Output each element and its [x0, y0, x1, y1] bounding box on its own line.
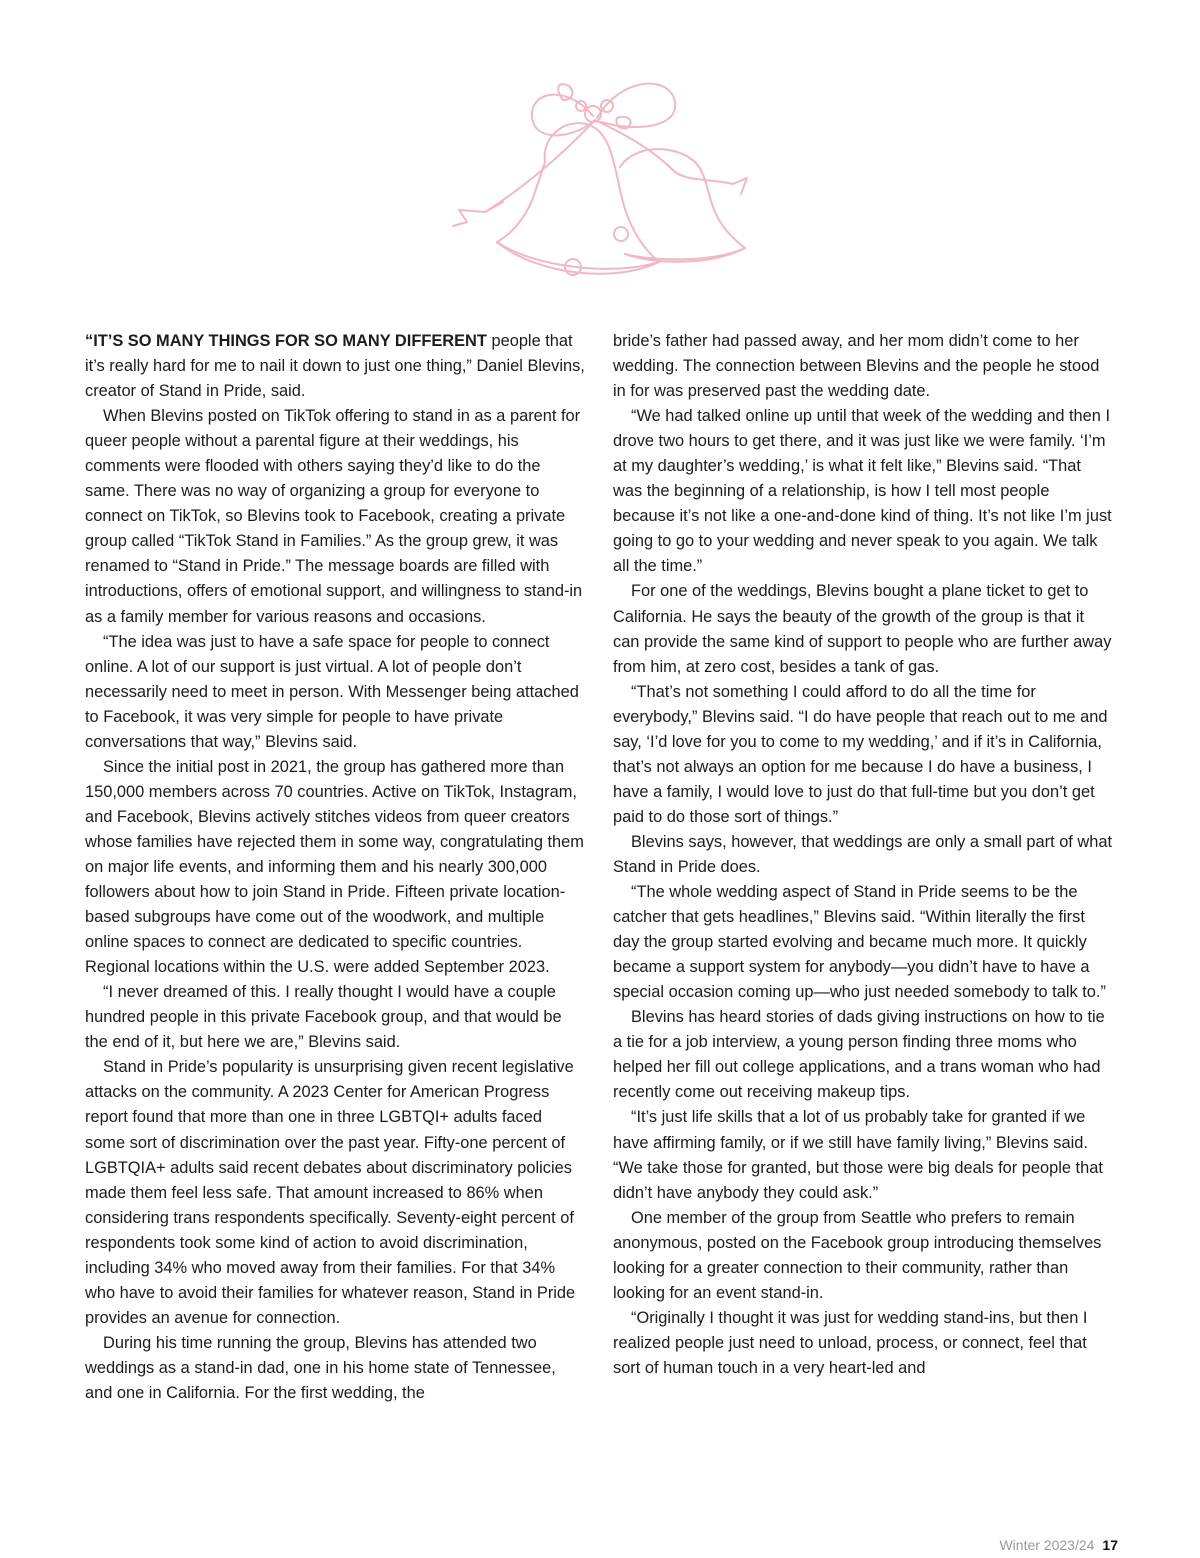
paragraph: “We had talked online up until that week of the wedding and then I drove two hours to get there, and it was just like we were family. ‘I’m at my daughter’s wedding,’ is what it felt like,” Blevins said. “That was the beginning of a relationship, is how I tell most people because it’s not like a one-and-done kind of thing. It’s not like I’m just going to go to your wedding and never speak to you again. We talk all the time.”	[613, 407, 1112, 576]
paragraph-text: people that it’s really hard for me to nail it down to just one thing,” Daniel Blevins, creator of Stand in Pride, said.	[85, 332, 585, 401]
paragraph: “The idea was just to have a safe space for people to connect online. A lot of our support is just virtual. A lot of people don’t necessarily need to meet in person. With Messenger being attached to Facebook, it was very simple for people to have private conversations that way,” Blevins said.	[85, 632, 579, 751]
paragraph: Since the initial post in 2021, the group has gathered more than 150,000 members across 70 countries. Active on TikTok, Instagram, and Facebook, Blevins actively stitches videos from queer creators whose families have rejected them in some way, congratulating them on major life events, and informing them and his nearly 300,000 followers about how to join Stand in Pride. Fifteen private location-based subgroups have come out of the woodwork, and multiple online spaces to connect are dedicated to specific countries. Regional locations within the U.S. were added September 2023.	[85, 757, 584, 977]
page-footer	[999, 1537, 1118, 1553]
paragraph: For one of the weddings, Blevins bought a plane ticket to get to California. He says the beauty of the growth of the group is that it can provide the same kind of support to people who are further away from him, at zero cost, besides a tank of gas.	[613, 582, 1112, 676]
article-column-right	[613, 329, 1113, 1381]
paragraph: “I never dreamed of this. I really thought I would have a couple hundred people in this private Facebook group, and that would be the end of it, but here we are,” Blevins said.	[85, 983, 562, 1052]
page-number: 17	[1102, 1537, 1118, 1553]
paragraph: During his time running the group, Blevins has attended two weddings as a stand-in dad, one in his home state of Tennessee, and one in California. For the first wedding, the	[85, 1333, 556, 1402]
paragraph	[85, 329, 585, 404]
wedding-bells-icon	[445, 62, 765, 302]
paragraph: When Blevins posted on TikTok offering to stand in as a parent for queer people without a parental figure at their weddings, his comments were flooded with others saying they’d like to do the same. There was no way of organizing a group for everyone to connect on TikTok, so Blevins took to Facebook, creating a private group called “TikTok Stand in Families.” As the group grew, it was renamed to “Stand in Pride.” The message boards are filled with introductions, offers of emotional support, and willingness to stand-in as a family member for various reasons and occasions.	[85, 407, 583, 626]
article-column-left	[85, 329, 585, 1406]
paragraph: “That’s not something I could afford to do all the time for everybody,” Blevins said. “I do have people that reach out to me and say, ‘I’d love for you to come to my wedding,’ and if it’s in California, that’s not always an option for me because I do have a business, I have a family, I would love to just do that full-time but you don’t get paid to do those sort of things.”	[613, 682, 1108, 826]
paragraph: One member of the group from Seattle who prefers to remain anonymous, posted on the Facebook group introducing themselves looking for a greater connection to their community, rather than looking for an event stand-in.	[613, 1208, 1102, 1302]
paragraph: “It’s just life skills that a lot of us probably take for granted if we have affirming family, or if we still have family living,” Blevins said. “We take those for granted, but those were big deals for people that didn’t have anybody they could ask.”	[613, 1108, 1103, 1202]
lead-in: “IT’S SO MANY THINGS FOR SO MANY DIFFERENT	[85, 332, 487, 350]
paragraph: bride’s father had passed away, and her mom didn’t come to her wedding. The connection between Blevins and the people he stood in for was preserved past the wedding date.	[613, 332, 1100, 401]
paragraph: Stand in Pride’s popularity is unsurprising given recent legislative attacks on the community. A 2023 Center for American Progress report found that more than one in three LGBTQI+ adults faced some sort of discrimination over the past year. Fifty-one percent of LGBTQIA+ adults said recent debates about discriminatory policies made them feel less safe. That amount increased to 86% when considering trans respondents specifically. Seventy-eight percent of respondents took some kind of action to avoid discrimination, including 34% who moved away from their families. For that 34% who have to avoid their families for whatever reason, Stand in Pride provides an avenue for connection.	[85, 1058, 576, 1327]
issue-label: Winter 2023/24	[999, 1537, 1095, 1553]
paragraph: Blevins has heard stories of dads giving instructions on how to tie a tie for a job interview, a young person finding three moms who helped her fill out college applications, and a trans woman who had recently come out receiving makeup tips.	[613, 1008, 1105, 1102]
paragraph: “Originally I thought it was just for wedding stand-ins, but then I realized people just need to unload, process, or connect, feel that sort of human touch in a very heart-led and	[613, 1308, 1088, 1377]
paragraph: Blevins says, however, that weddings are only a small part of what Stand in Pride does.	[613, 832, 1113, 876]
paragraph: “The whole wedding aspect of Stand in Pride seems to be the catcher that gets headlines,” Blevins said. “Within literally the first day the group started evolving and became much more. It quickly became a support system for anybody—you didn’t have to have a special occasion coming up—who just needed somebody to talk to.”	[613, 883, 1106, 1002]
